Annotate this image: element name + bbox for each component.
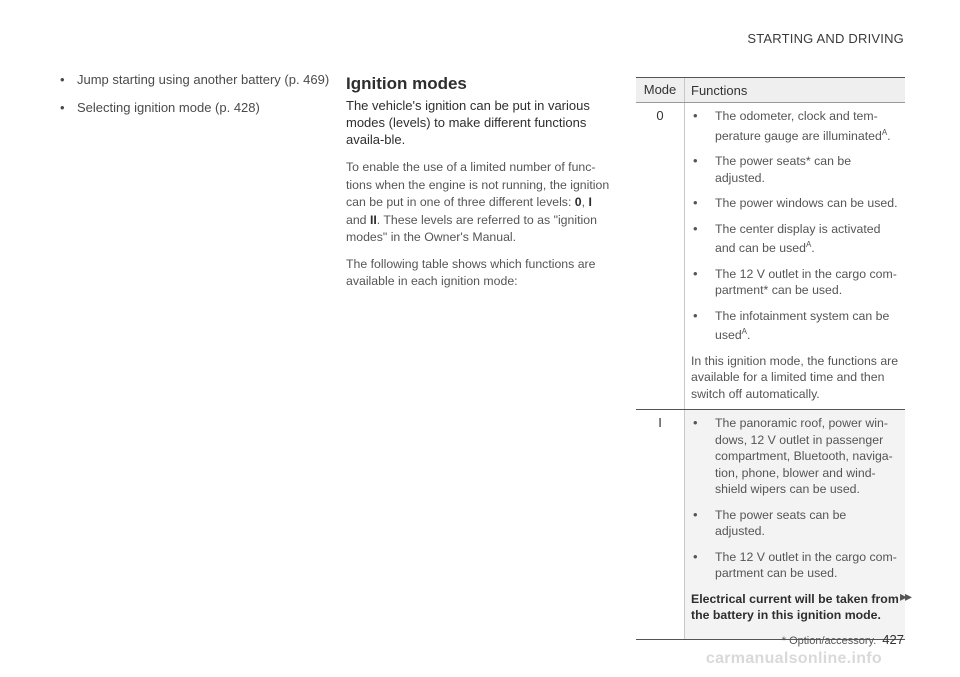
function-item xyxy=(691,195,899,212)
bullet: • xyxy=(693,307,698,323)
level-1: I xyxy=(588,195,592,209)
article xyxy=(346,74,612,300)
article-lead: The vehicle's ignition can be put in various modes (levels) to make different functions availa-ble. xyxy=(346,98,590,147)
watermark: carmanualsonline.info xyxy=(705,650,882,667)
mode-cell: 0 xyxy=(636,103,685,409)
function-text: The power seats* can be adjusted. xyxy=(715,154,852,185)
para-text: . These levels are referred to as "ignition modes" in the Owner's Manual. xyxy=(346,212,597,244)
bullet: • xyxy=(60,72,65,87)
bullet: • xyxy=(693,108,698,123)
para-text: To enable the use of a limited number of func-tions when the engine is not running, the ignition can be put in one of three different levels: xyxy=(346,160,610,209)
bullet: • xyxy=(693,548,698,564)
function-text: The power seats can be adjusted. xyxy=(715,507,847,539)
table-header xyxy=(636,77,905,103)
function-text: The panoramic roof, power win-dows, 12 V outlet in passenger compartment, Bluetooth, naviga-tion, phone, blower and wind-shield wipers can be used. xyxy=(715,416,893,497)
mode-cell: I xyxy=(636,410,685,639)
level-2: II xyxy=(369,212,377,227)
bullet: • xyxy=(693,153,698,169)
table-row xyxy=(636,410,905,640)
function-item xyxy=(691,507,899,540)
footer-note: * Option/accessory. xyxy=(781,635,877,647)
function-item xyxy=(691,266,899,299)
related-links-list xyxy=(60,71,340,127)
related-link-selecting-ignition-mode[interactable]: Selecting ignition mode (p. 428) xyxy=(77,100,260,115)
function-text: The 12 V outlet in the cargo com-partment* can be used. xyxy=(715,266,897,298)
list-item[interactable] xyxy=(60,99,340,117)
function-text: The infotainment system can be used$^A$. xyxy=(715,308,890,343)
mode-note: In this ignition mode, the functions are available for a limited time and then switch off automatically. xyxy=(691,353,899,401)
para-text: , xyxy=(581,195,589,209)
bullet: • xyxy=(693,220,698,236)
article-paragraph xyxy=(346,159,612,247)
function-text: The power windows can be used. xyxy=(715,196,898,211)
page-number: 427 xyxy=(882,632,904,647)
bullet: • xyxy=(693,195,698,211)
bullet: • xyxy=(693,415,698,431)
bullet: • xyxy=(693,506,698,522)
mode-note: Electrical current will be taken from the battery in this ignition mode. xyxy=(691,591,899,623)
bullet: • xyxy=(60,100,65,115)
para-text: and xyxy=(346,212,370,227)
continue-arrows-icon: ▸▸ xyxy=(899,588,910,604)
list-item[interactable] xyxy=(60,71,340,89)
related-link-jump-starting[interactable]: Jump starting using another battery (p. 469) xyxy=(77,72,330,87)
article-title: Ignition modes xyxy=(346,74,467,93)
table-row xyxy=(636,103,905,410)
column-header-functions: Functions xyxy=(691,82,748,98)
functions-cell xyxy=(685,410,905,639)
functions-cell xyxy=(685,103,905,409)
column-header-mode: Mode xyxy=(636,78,685,102)
function-item xyxy=(691,108,899,144)
ignition-modes-table xyxy=(636,77,905,640)
function-text: The center display is activated and can be used$^A$. xyxy=(715,221,881,256)
bullet: • xyxy=(693,265,698,281)
function-item xyxy=(691,153,899,186)
page-footer xyxy=(782,632,904,647)
function-item xyxy=(691,415,899,498)
function-item xyxy=(691,308,899,344)
function-item xyxy=(691,549,899,582)
function-text: The 12 V outlet in the cargo com-partment can be used. xyxy=(715,549,897,581)
section-header: STARTING AND DRIVING xyxy=(747,31,904,46)
article-paragraph: The following table shows which functions are available in each ignition mode: xyxy=(346,256,596,288)
function-item xyxy=(691,221,899,257)
function-text: The odometer, clock and tem-perature gauge are illuminated$^A$. xyxy=(715,109,891,143)
level-0: 0 xyxy=(574,195,582,209)
